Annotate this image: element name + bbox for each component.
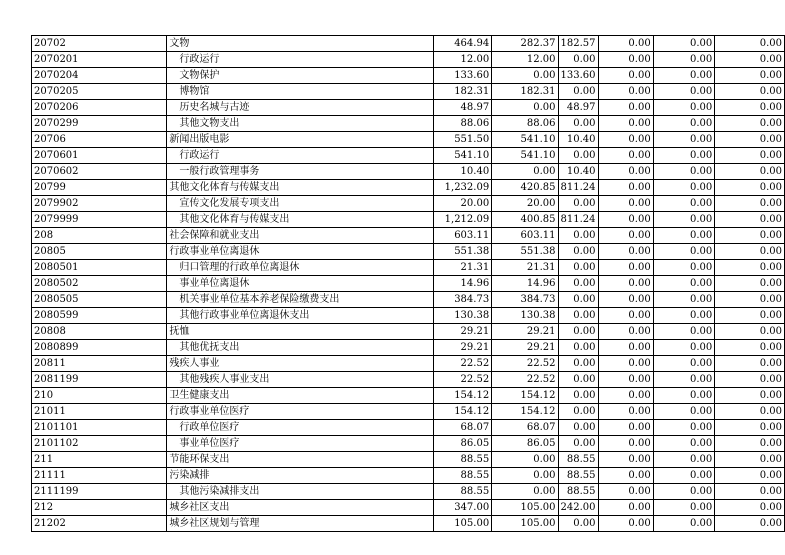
cell-name: 行政运行 <box>167 52 434 68</box>
cell-value-1: 105.00 <box>434 516 492 532</box>
cell-value-6: 0.00 <box>715 468 785 484</box>
cell-value-4: 0.00 <box>598 244 653 260</box>
cell-value-4: 0.00 <box>598 212 653 228</box>
table-row <box>32 452 785 468</box>
cell-name: 行政单位医疗 <box>167 420 434 436</box>
cell-value-1: 1,212.09 <box>434 212 492 228</box>
cell-code: 2080501 <box>32 260 167 276</box>
cell-value-6: 0.00 <box>715 244 785 260</box>
cell-name: 行政运行 <box>167 148 434 164</box>
cell-name: 城乡社区支出 <box>167 500 434 516</box>
cell-value-4: 0.00 <box>598 36 653 52</box>
cell-value-2: 29.21 <box>492 340 558 356</box>
cell-value-1: 12.00 <box>434 52 492 68</box>
cell-value-2: 154.12 <box>492 404 558 420</box>
cell-value-1: 551.38 <box>434 244 492 260</box>
cell-value-3: 0.00 <box>558 388 598 404</box>
cell-value-3: 0.00 <box>558 228 598 244</box>
cell-code: 2079902 <box>32 196 167 212</box>
cell-value-5: 0.00 <box>653 228 715 244</box>
cell-code: 2070206 <box>32 100 167 116</box>
cell-name: 机关事业单位基本养老保险缴费支出 <box>167 292 434 308</box>
cell-value-2: 603.11 <box>492 228 558 244</box>
cell-name: 归口管理的行政单位离退休 <box>167 260 434 276</box>
cell-value-5: 0.00 <box>653 52 715 68</box>
cell-code: 21011 <box>32 404 167 420</box>
cell-value-4: 0.00 <box>598 132 653 148</box>
cell-value-6: 0.00 <box>715 212 785 228</box>
cell-name: 宣传文化发展专项支出 <box>167 196 434 212</box>
cell-name: 历史名城与古迹 <box>167 100 434 116</box>
cell-code: 2079999 <box>32 212 167 228</box>
cell-name: 其他文物支出 <box>167 116 434 132</box>
cell-value-6: 0.00 <box>715 116 785 132</box>
cell-value-2: 0.00 <box>492 468 558 484</box>
cell-value-4: 0.00 <box>598 260 653 276</box>
cell-value-4: 0.00 <box>598 484 653 500</box>
cell-value-2: 182.31 <box>492 84 558 100</box>
cell-name: 抚恤 <box>167 324 434 340</box>
cell-code: 210 <box>32 388 167 404</box>
cell-value-4: 0.00 <box>598 324 653 340</box>
cell-name: 其他残疾人事业支出 <box>167 372 434 388</box>
cell-value-1: 154.12 <box>434 388 492 404</box>
table-row <box>32 340 785 356</box>
cell-value-3: 0.00 <box>558 276 598 292</box>
cell-value-5: 0.00 <box>653 196 715 212</box>
cell-value-3: 10.40 <box>558 132 598 148</box>
cell-value-1: 22.52 <box>434 372 492 388</box>
cell-value-3: 0.00 <box>558 420 598 436</box>
cell-name: 其他行政事业单位离退休支出 <box>167 308 434 324</box>
cell-value-3: 0.00 <box>558 116 598 132</box>
cell-value-6: 0.00 <box>715 180 785 196</box>
cell-code: 20702 <box>32 36 167 52</box>
cell-value-5: 0.00 <box>653 388 715 404</box>
cell-value-5: 0.00 <box>653 404 715 420</box>
cell-value-3: 811.24 <box>558 180 598 196</box>
cell-value-1: 68.07 <box>434 420 492 436</box>
cell-value-5: 0.00 <box>653 500 715 516</box>
cell-value-6: 0.00 <box>715 132 785 148</box>
cell-value-1: 541.10 <box>434 148 492 164</box>
table-row <box>32 132 785 148</box>
cell-value-5: 0.00 <box>653 68 715 84</box>
cell-code: 2080899 <box>32 340 167 356</box>
cell-value-6: 0.00 <box>715 276 785 292</box>
cell-value-2: 12.00 <box>492 52 558 68</box>
cell-value-4: 0.00 <box>598 436 653 452</box>
cell-value-2: 21.31 <box>492 260 558 276</box>
cell-value-4: 0.00 <box>598 292 653 308</box>
cell-value-2: 22.52 <box>492 356 558 372</box>
cell-code: 211 <box>32 452 167 468</box>
table-row <box>32 388 785 404</box>
cell-value-3: 811.24 <box>558 212 598 228</box>
table-row <box>32 196 785 212</box>
cell-value-6: 0.00 <box>715 388 785 404</box>
cell-value-4: 0.00 <box>598 196 653 212</box>
cell-value-6: 0.00 <box>715 52 785 68</box>
cell-value-1: 88.55 <box>434 452 492 468</box>
cell-code: 2080505 <box>32 292 167 308</box>
cell-value-2: 0.00 <box>492 100 558 116</box>
cell-value-5: 0.00 <box>653 164 715 180</box>
cell-name: 其他文化体育与传媒支出 <box>167 212 434 228</box>
cell-value-6: 0.00 <box>715 68 785 84</box>
cell-value-3: 0.00 <box>558 356 598 372</box>
cell-value-2: 0.00 <box>492 452 558 468</box>
cell-name: 污染减排 <box>167 468 434 484</box>
cell-code: 2070299 <box>32 116 167 132</box>
table-row <box>32 212 785 228</box>
table-row <box>32 228 785 244</box>
cell-value-5: 0.00 <box>653 276 715 292</box>
cell-value-3: 0.00 <box>558 244 598 260</box>
cell-value-4: 0.00 <box>598 164 653 180</box>
cell-value-2: 130.38 <box>492 308 558 324</box>
cell-value-4: 0.00 <box>598 500 653 516</box>
cell-value-4: 0.00 <box>598 228 653 244</box>
cell-value-2: 0.00 <box>492 164 558 180</box>
cell-value-2: 384.73 <box>492 292 558 308</box>
cell-name: 节能环保支出 <box>167 452 434 468</box>
cell-code: 2101102 <box>32 436 167 452</box>
cell-value-6: 0.00 <box>715 516 785 532</box>
cell-value-5: 0.00 <box>653 356 715 372</box>
cell-value-3: 0.00 <box>558 516 598 532</box>
cell-value-1: 347.00 <box>434 500 492 516</box>
cell-value-3: 10.40 <box>558 164 598 180</box>
cell-value-5: 0.00 <box>653 340 715 356</box>
cell-value-2: 551.38 <box>492 244 558 260</box>
cell-value-2: 400.85 <box>492 212 558 228</box>
cell-value-2: 420.85 <box>492 180 558 196</box>
table-row <box>32 292 785 308</box>
cell-name: 行政事业单位医疗 <box>167 404 434 420</box>
cell-code: 2070204 <box>32 68 167 84</box>
cell-value-5: 0.00 <box>653 148 715 164</box>
table-row <box>32 404 785 420</box>
cell-value-1: 29.21 <box>434 340 492 356</box>
cell-code: 20805 <box>32 244 167 260</box>
cell-value-5: 0.00 <box>653 36 715 52</box>
cell-value-1: 88.55 <box>434 468 492 484</box>
cell-value-2: 541.10 <box>492 132 558 148</box>
cell-value-2: 0.00 <box>492 484 558 500</box>
cell-value-4: 0.00 <box>598 148 653 164</box>
cell-value-4: 0.00 <box>598 356 653 372</box>
cell-code: 20811 <box>32 356 167 372</box>
cell-value-6: 0.00 <box>715 164 785 180</box>
cell-value-3: 0.00 <box>558 308 598 324</box>
cell-value-5: 0.00 <box>653 468 715 484</box>
cell-code: 2070201 <box>32 52 167 68</box>
cell-value-4: 0.00 <box>598 404 653 420</box>
cell-value-4: 0.00 <box>598 516 653 532</box>
cell-code: 20808 <box>32 324 167 340</box>
cell-value-5: 0.00 <box>653 244 715 260</box>
cell-value-5: 0.00 <box>653 324 715 340</box>
cell-value-2: 105.00 <box>492 500 558 516</box>
cell-value-1: 384.73 <box>434 292 492 308</box>
cell-value-1: 154.12 <box>434 404 492 420</box>
table-row <box>32 52 785 68</box>
cell-value-5: 0.00 <box>653 84 715 100</box>
cell-value-5: 0.00 <box>653 484 715 500</box>
cell-value-6: 0.00 <box>715 356 785 372</box>
cell-value-5: 0.00 <box>653 100 715 116</box>
cell-value-6: 0.00 <box>715 148 785 164</box>
cell-value-4: 0.00 <box>598 276 653 292</box>
cell-name: 其他文化体育与传媒支出 <box>167 180 434 196</box>
cell-value-3: 0.00 <box>558 84 598 100</box>
cell-value-1: 14.96 <box>434 276 492 292</box>
budget-table <box>31 35 785 532</box>
cell-value-2: 541.10 <box>492 148 558 164</box>
cell-value-2: 86.05 <box>492 436 558 452</box>
cell-value-5: 0.00 <box>653 212 715 228</box>
cell-name: 一般行政管理事务 <box>167 164 434 180</box>
table-row <box>32 100 785 116</box>
cell-value-6: 0.00 <box>715 100 785 116</box>
cell-value-4: 0.00 <box>598 68 653 84</box>
cell-value-2: 20.00 <box>492 196 558 212</box>
cell-value-6: 0.00 <box>715 436 785 452</box>
cell-value-2: 282.37 <box>492 36 558 52</box>
cell-value-6: 0.00 <box>715 420 785 436</box>
cell-value-5: 0.00 <box>653 420 715 436</box>
table-row <box>32 36 785 52</box>
cell-value-6: 0.00 <box>715 260 785 276</box>
cell-value-1: 464.94 <box>434 36 492 52</box>
cell-value-1: 88.06 <box>434 116 492 132</box>
cell-value-3: 0.00 <box>558 436 598 452</box>
cell-value-1: 133.60 <box>434 68 492 84</box>
budget-table-body <box>32 36 785 532</box>
cell-value-3: 0.00 <box>558 324 598 340</box>
cell-code: 20799 <box>32 180 167 196</box>
cell-value-5: 0.00 <box>653 292 715 308</box>
cell-value-4: 0.00 <box>598 116 653 132</box>
table-row <box>32 468 785 484</box>
cell-value-5: 0.00 <box>653 436 715 452</box>
cell-value-1: 22.52 <box>434 356 492 372</box>
cell-value-4: 0.00 <box>598 308 653 324</box>
table-row <box>32 68 785 84</box>
table-row <box>32 420 785 436</box>
cell-code: 2080599 <box>32 308 167 324</box>
cell-code: 20706 <box>32 132 167 148</box>
cell-value-3: 0.00 <box>558 52 598 68</box>
table-row <box>32 164 785 180</box>
cell-name: 文物 <box>167 36 434 52</box>
cell-value-1: 88.55 <box>434 484 492 500</box>
cell-value-1: 130.38 <box>434 308 492 324</box>
cell-value-6: 0.00 <box>715 308 785 324</box>
cell-value-2: 68.07 <box>492 420 558 436</box>
cell-value-2: 105.00 <box>492 516 558 532</box>
cell-value-3: 242.00 <box>558 500 598 516</box>
cell-value-6: 0.00 <box>715 484 785 500</box>
cell-value-6: 0.00 <box>715 84 785 100</box>
cell-value-4: 0.00 <box>598 180 653 196</box>
cell-value-1: 21.31 <box>434 260 492 276</box>
cell-value-2: 154.12 <box>492 388 558 404</box>
cell-value-2: 22.52 <box>492 372 558 388</box>
table-row <box>32 436 785 452</box>
cell-value-3: 0.00 <box>558 260 598 276</box>
cell-value-4: 0.00 <box>598 420 653 436</box>
cell-value-1: 551.50 <box>434 132 492 148</box>
cell-value-6: 0.00 <box>715 404 785 420</box>
cell-name: 城乡社区规划与管理 <box>167 516 434 532</box>
cell-code: 2111199 <box>32 484 167 500</box>
cell-value-3: 0.00 <box>558 292 598 308</box>
table-row <box>32 308 785 324</box>
cell-value-3: 88.55 <box>558 468 598 484</box>
cell-value-2: 14.96 <box>492 276 558 292</box>
cell-name: 文物保护 <box>167 68 434 84</box>
table-row <box>32 372 785 388</box>
cell-value-6: 0.00 <box>715 452 785 468</box>
table-row <box>32 84 785 100</box>
cell-value-2: 0.00 <box>492 68 558 84</box>
cell-value-5: 0.00 <box>653 516 715 532</box>
table-row <box>32 324 785 340</box>
cell-value-4: 0.00 <box>598 372 653 388</box>
cell-value-4: 0.00 <box>598 388 653 404</box>
cell-value-3: 0.00 <box>558 196 598 212</box>
cell-value-3: 0.00 <box>558 404 598 420</box>
table-row <box>32 516 785 532</box>
cell-value-6: 0.00 <box>715 196 785 212</box>
cell-value-3: 133.60 <box>558 68 598 84</box>
cell-value-4: 0.00 <box>598 84 653 100</box>
cell-name: 卫生健康支出 <box>167 388 434 404</box>
cell-value-5: 0.00 <box>653 132 715 148</box>
cell-value-6: 0.00 <box>715 36 785 52</box>
table-row <box>32 180 785 196</box>
cell-value-2: 29.21 <box>492 324 558 340</box>
cell-value-6: 0.00 <box>715 500 785 516</box>
cell-value-4: 0.00 <box>598 452 653 468</box>
cell-value-1: 603.11 <box>434 228 492 244</box>
cell-value-3: 88.55 <box>558 452 598 468</box>
table-row <box>32 484 785 500</box>
cell-name: 其他优抚支出 <box>167 340 434 356</box>
cell-value-1: 20.00 <box>434 196 492 212</box>
cell-code: 208 <box>32 228 167 244</box>
cell-value-3: 0.00 <box>558 340 598 356</box>
cell-name: 事业单位离退休 <box>167 276 434 292</box>
cell-value-1: 1,232.09 <box>434 180 492 196</box>
table-row <box>32 260 785 276</box>
cell-code: 2070601 <box>32 148 167 164</box>
cell-value-3: 0.00 <box>558 148 598 164</box>
cell-code: 212 <box>32 500 167 516</box>
cell-value-1: 182.31 <box>434 84 492 100</box>
cell-value-3: 88.55 <box>558 484 598 500</box>
cell-name: 新闻出版电影 <box>167 132 434 148</box>
table-row <box>32 276 785 292</box>
cell-code: 2101101 <box>32 420 167 436</box>
cell-value-1: 10.40 <box>434 164 492 180</box>
cell-value-4: 0.00 <box>598 52 653 68</box>
cell-value-1: 48.97 <box>434 100 492 116</box>
table-row <box>32 148 785 164</box>
table-row <box>32 500 785 516</box>
cell-code: 2070602 <box>32 164 167 180</box>
cell-value-4: 0.00 <box>598 100 653 116</box>
cell-value-6: 0.00 <box>715 372 785 388</box>
cell-value-5: 0.00 <box>653 260 715 276</box>
cell-value-6: 0.00 <box>715 292 785 308</box>
cell-value-4: 0.00 <box>598 468 653 484</box>
cell-code: 2080502 <box>32 276 167 292</box>
cell-value-6: 0.00 <box>715 340 785 356</box>
cell-value-4: 0.00 <box>598 340 653 356</box>
cell-name: 社会保障和就业支出 <box>167 228 434 244</box>
cell-value-1: 86.05 <box>434 436 492 452</box>
cell-value-6: 0.00 <box>715 324 785 340</box>
cell-code: 21111 <box>32 468 167 484</box>
cell-name: 其他污染减排支出 <box>167 484 434 500</box>
cell-value-2: 88.06 <box>492 116 558 132</box>
cell-value-5: 0.00 <box>653 180 715 196</box>
cell-name: 残疾人事业 <box>167 356 434 372</box>
cell-value-5: 0.00 <box>653 116 715 132</box>
cell-code: 2081199 <box>32 372 167 388</box>
cell-value-3: 182.57 <box>558 36 598 52</box>
cell-value-5: 0.00 <box>653 452 715 468</box>
cell-name: 行政事业单位离退休 <box>167 244 434 260</box>
cell-name: 博物馆 <box>167 84 434 100</box>
table-row <box>32 356 785 372</box>
cell-value-5: 0.00 <box>653 308 715 324</box>
table-row <box>32 244 785 260</box>
cell-name: 事业单位医疗 <box>167 436 434 452</box>
cell-value-1: 29.21 <box>434 324 492 340</box>
cell-value-3: 0.00 <box>558 372 598 388</box>
table-row <box>32 116 785 132</box>
cell-value-5: 0.00 <box>653 372 715 388</box>
cell-code: 2070205 <box>32 84 167 100</box>
cell-code: 21202 <box>32 516 167 532</box>
cell-value-6: 0.00 <box>715 228 785 244</box>
cell-value-3: 48.97 <box>558 100 598 116</box>
